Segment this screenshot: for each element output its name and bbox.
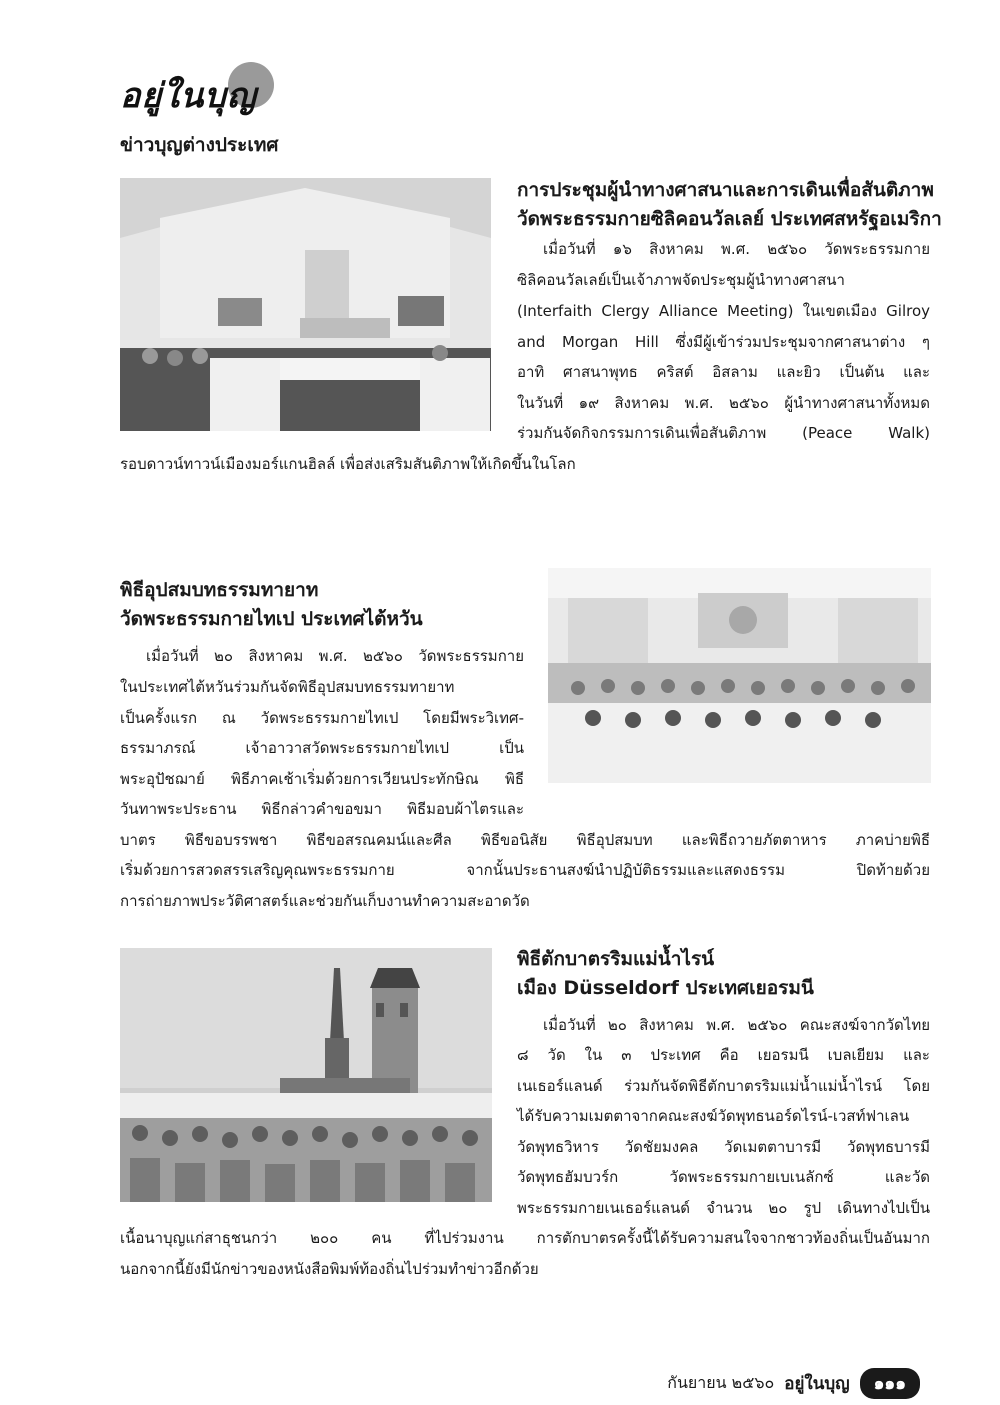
ordination-ceremony-photo	[548, 568, 931, 783]
logo-text: อยู่ในบุญ	[120, 76, 257, 116]
article1-line-6: ร่วมกันจัดกิจกรรมการเดินเพื่อสันติภาพ (Peace Walk)	[517, 424, 930, 442]
article2-tail-0: บาตร พิธีขอบรรพชา พิธีขอสรณคมน์และศีล พิธีขอนิสัย พิธีอุปสมบท และพิธีถวายภัตตาหาร ภาคบ่ายพิธี	[120, 831, 930, 849]
footer-magazine-name: อยู่ในบุญ	[784, 1374, 850, 1394]
article1-line-3: and Morgan Hill ซึ่งมีผู้เข้าร่วมประชุมจากศาสนาต่าง ๆ	[517, 333, 930, 351]
article3-line-3: ได้รับความเมตตาจากคณะสงฆ์วัดพุทธนอร์ดไรน์-เวสท์ฟาเลน	[517, 1107, 910, 1125]
article1-line-4: อาทิ ศาสนาพุทธ คริสต์ อิสลาม และยิว เป็นต้น และ	[517, 363, 930, 381]
article2-line-4: พระอุปัชฌาย์ พิธีภาคเช้าเริ่มด้วยการเวียนประทักษิณ พิธี	[120, 770, 524, 788]
article3-line-0: เมื่อวันที่ ๒๐ สิงหาคม พ.ศ. ๒๕๖๐ คณะสงฆ์จากวัดไทย	[543, 1016, 930, 1034]
section-label: ข่าวบุญต่างประเทศ	[120, 134, 279, 156]
article2-title	[120, 576, 423, 634]
article3-line-2: เนเธอร์แลนด์ ร่วมกันจัดพิธีตักบาตรริมแม่น้ำแม่น้ำไรน์ โดย	[517, 1077, 930, 1095]
article2-line-2: เป็นครั้งแรก ณ วัดพระธรรมกายไทเป โดยมีพระวิเทศ-	[120, 709, 524, 727]
article3-title-line2: เมือง Düsseldorf ประเทศเยอรมนี	[517, 977, 814, 999]
article1-line-1: ซิลิคอนวัลเลย์เป็นเจ้าภาพจัดประชุมผู้นำทางศาสนา	[517, 271, 845, 289]
article3-line-1: ๘ วัด ใน ๓ ประเทศ คือ เยอรมนี เบลเยียม และ	[517, 1046, 930, 1064]
article2-title-line1: พิธีอุปสมบทธรรมทายาท	[120, 579, 319, 601]
article2-line-1: ในประเทศไต้หวันร่วมกันจัดพิธีอุปสมบทธรรมทายาท	[120, 678, 455, 696]
article1-line-0: เมื่อวันที่ ๑๖ สิงหาคม พ.ศ. ๒๕๖๐ วัดพระธรรมกาย	[543, 240, 930, 258]
magazine-logo	[120, 62, 270, 122]
article2-line-0: เมื่อวันที่ ๒๐ สิงหาคม พ.ศ. ๒๕๖๐ วัดพระธรรมกาย	[146, 647, 524, 665]
meeting-hall-photo	[120, 178, 491, 431]
article1-line-2: (Interfaith Clergy Alliance Meeting) ในเขตเมือง Gilroy	[517, 302, 930, 320]
issue-date: กันยายน ๒๕๖๐	[667, 1373, 775, 1392]
article3-line-5: วัดพุทธฮัมบวร์ก วัดพระธรรมกายเบเนลักซ์ และวัด	[517, 1168, 930, 1186]
article1-title-line1: การประชุมผู้นำทางศาสนาและการเดินเพื่อสันติภาพ	[517, 179, 934, 201]
rhine-alms-photo	[120, 948, 492, 1202]
article2-title-line2: วัดพระธรรมกายไทเป ประเทศไต้หวัน	[120, 608, 423, 630]
article3-title-line1: พิธีตักบาตรริมแม่น้ำไรน์	[517, 948, 715, 970]
article2-tail-2: การถ่ายภาพประวัติศาสตร์และช่วยกันเก็บงานทำความสะอาดวัด	[120, 892, 530, 910]
article3-tail-0: เนื้อนาบุญแก่สาธุชนกว่า ๒๐๐ คน ที่ไปร่วมงาน การตักบาตรครั้งนี้ได้รับความสนใจจากชาวท้องถิ่นเป็นอันมาก	[120, 1229, 930, 1247]
article1-title	[517, 176, 942, 234]
article2-line-3: ธรรมาภรณ์ เจ้าอาวาสวัดพระธรรมกายไทเป เป็น	[120, 739, 524, 757]
article1-tail: รอบดาวน์ทาวน์เมืองมอร์แกนฮิลล์ เพื่อส่งเสริมสันติภาพให้เกิดขึ้นในโลก	[120, 455, 576, 473]
article2-tail-1: เริ่มด้วยการสวดสรรเสริญคุณพระธรรมกาย จากนั้นประธานสงฆ์นำปฏิบัติธรรมและแสดงธรรม ปิดท้ายด้วย	[120, 861, 930, 879]
article3-line-6: พระธรรมกายเนเธอร์แลนด์ จำนวน ๒๐ รูป เดินทางไปเป็น	[517, 1199, 930, 1217]
article1-title-line2: วัดพระธรรมกายซิลิคอนวัลเลย์ ประเทศสหรัฐอเมริกา	[517, 208, 942, 230]
page-footer	[667, 1368, 920, 1399]
page-number: ๑๑๑	[860, 1368, 920, 1399]
article3-tail-1: นอกจากนี้ยังมีนักข่าวของหนังสือพิมพ์ท้องถิ่นไปร่วมทำข่าวอีกด้วย	[120, 1260, 539, 1278]
article3-line-4: วัดพุทธวิหาร วัดชัยมงคล วัดเมตตาบารมี วัดพุทธบารมี	[517, 1138, 930, 1156]
article3-title	[517, 945, 814, 1003]
article2-line-5: วันทาพระประธาน พิธีกล่าวคำขอขมา พิธีมอบผ้าไตรและ	[120, 800, 524, 818]
article1-line-5: ในวันที่ ๑๙ สิงหาคม พ.ศ. ๒๕๖๐ ผู้นำทางศาสนาทั้งหมด	[517, 394, 930, 412]
